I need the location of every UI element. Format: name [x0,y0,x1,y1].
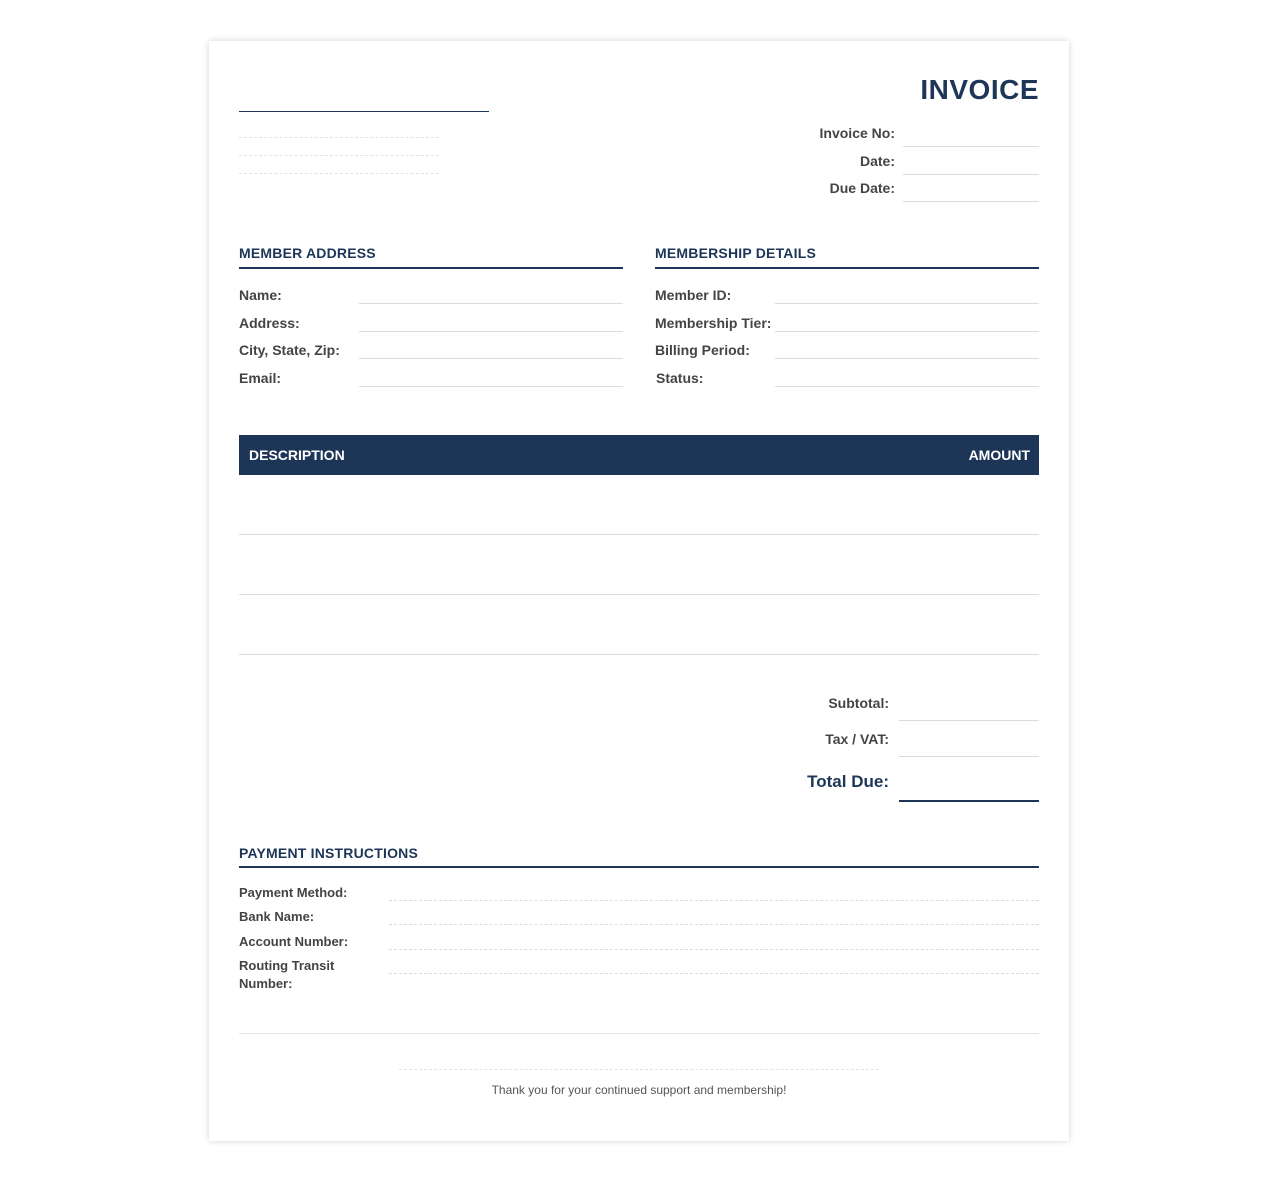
member-id-field[interactable] [775,303,1039,304]
payment-method-field[interactable] [389,900,1039,901]
tax-label: Tax / VAT: [825,731,889,747]
city-state-zip-field[interactable] [359,358,623,359]
membership-tier-label: Membership Tier: [655,315,772,331]
membership-details-title: MEMBERSHIP DETAILS [655,245,816,261]
signature-line [399,1069,879,1070]
routing-transit-number-field[interactable] [389,973,1039,974]
account-number-label: Account Number: [239,934,349,949]
status-label: Status: [656,370,704,386]
tax-field[interactable] [899,756,1039,757]
date-field[interactable] [903,174,1039,175]
billing-period-field[interactable] [775,358,1039,359]
description-column-header: DESCRIPTION [249,447,345,463]
line-item-row[interactable] [239,595,1039,655]
total-due-field[interactable] [899,800,1039,802]
payment-instructions-rule [239,866,1039,868]
company-name-line [239,111,489,112]
due-date-row [739,180,1039,208]
invoice-number-row [739,125,1039,153]
company-address-line-2 [239,155,439,156]
due-date-field[interactable] [903,201,1039,202]
address-field[interactable] [359,331,623,332]
city-state-zip-label: City, State, Zip: [239,342,340,358]
invoice-number-field[interactable] [903,146,1039,147]
membership-details-rule [655,267,1039,269]
date-row [739,153,1039,181]
account-number-field[interactable] [389,949,1039,950]
bank-name-label: Bank Name: [239,909,315,924]
line-items-header [239,435,1039,475]
subtotal-field[interactable] [899,720,1039,721]
subtotal-label: Subtotal: [828,695,889,711]
address-label: Address: [239,315,300,331]
member-id-label: Member ID: [655,287,732,303]
company-address-line-1 [239,137,439,138]
invoice-title: INVOICE [920,74,1039,105]
email-label: Email: [239,370,282,386]
line-item-row[interactable] [239,535,1039,595]
date-label: Date: [859,153,895,169]
amount-column-header: AMOUNT [968,447,1030,463]
routing-transit-number-label: Routing Transit Number: [239,958,335,991]
footer-divider [239,1033,1039,1034]
name-label: Name: [239,287,282,303]
member-address-rule [239,267,623,269]
bank-name-field[interactable] [389,924,1039,925]
total-due-label: Total Due: [807,772,889,791]
line-item-row[interactable] [239,475,1039,535]
invoice-page [209,41,1069,1141]
billing-period-label: Billing Period: [655,342,750,358]
invoice-number-label: Invoice No: [819,125,895,141]
due-date-label: Due Date: [829,180,895,196]
company-address-line-3 [239,173,439,174]
status-field[interactable] [775,386,1039,387]
thank-you-note: Thank you for your continued support and membership! [491,1083,787,1097]
membership-tier-field[interactable] [775,331,1039,332]
name-field[interactable] [359,303,623,304]
email-field[interactable] [359,386,623,387]
payment-instructions-title: PAYMENT INSTRUCTIONS [239,845,419,861]
payment-method-label: Payment Method: [239,885,348,900]
member-address-title: MEMBER ADDRESS [239,245,376,261]
